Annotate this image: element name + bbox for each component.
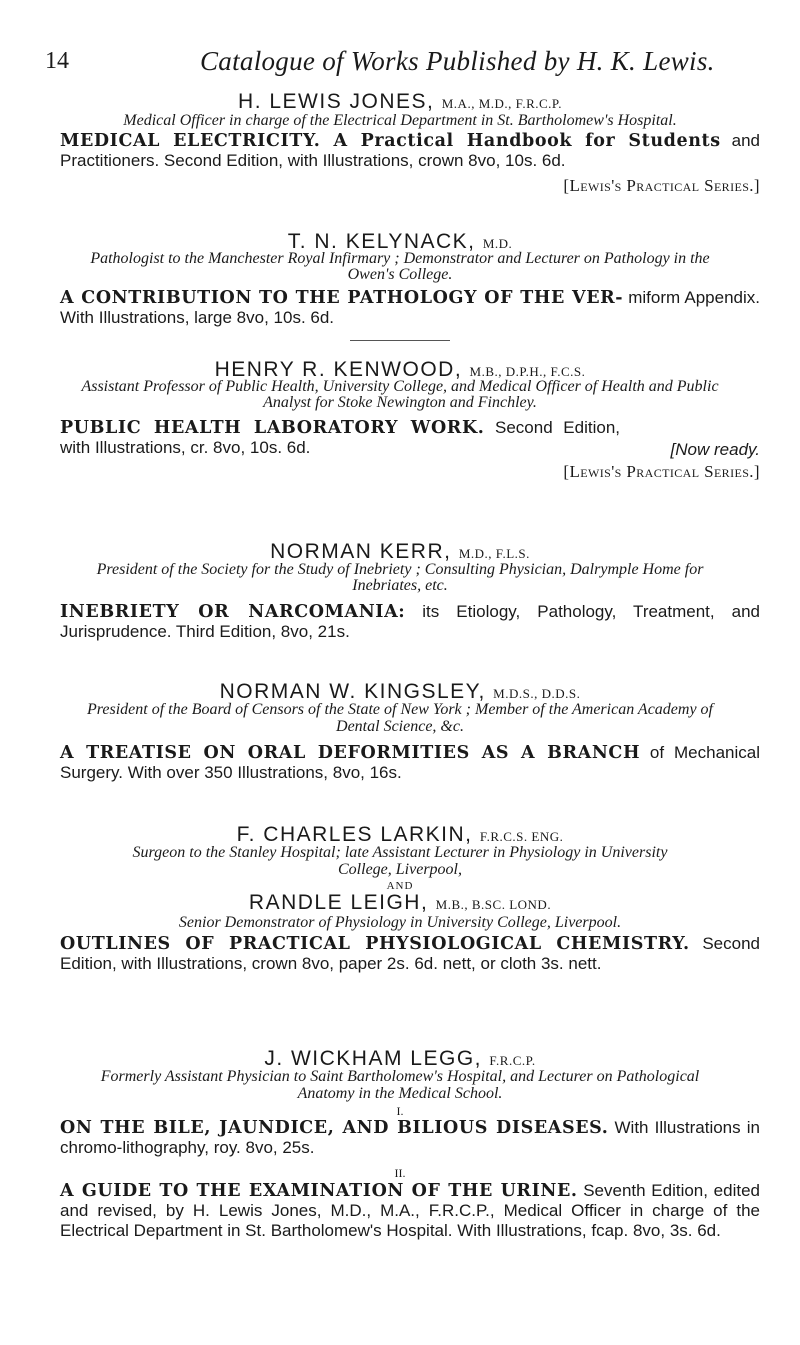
author-affiliation: Medical Officer in charge of the Electrical Department in St. Bartholomew's Hospital.: [123, 112, 677, 129]
author-degrees: M.D.S., D.D.S.: [493, 686, 581, 701]
work-title: OUTLINES OF PRACTICAL PHYSIOLOGICAL CHEMISTRY.: [60, 934, 690, 954]
work-details: miform Appendix. With Illustrations, large 8vo, 10s. 6d.: [60, 288, 760, 327]
author-affiliation: Inebriates, etc.: [352, 577, 448, 594]
author-affiliation: Assistant Professor of Public Health, University College, and Medical Officer of Health and Public: [81, 378, 719, 395]
author-degrees: M.D.: [482, 236, 513, 251]
work-title: MEDICAL ELECTRICITY. A Practical Handbook for Students: [60, 131, 721, 151]
author-affiliation: Formerly Assistant Physician to Saint Bartholomew's Hospital, and Lecturer on Pathological: [100, 1068, 700, 1085]
author-name: RANDLE LEIGH,: [248, 891, 429, 914]
author-heading: [0, 90, 800, 114]
work-listing: [60, 131, 760, 171]
availability-note: [Now ready.: [670, 440, 760, 459]
author-affiliation: Surgeon to the Stanley Hospital; late Assistant Lecturer in Physiology in University: [132, 844, 668, 861]
work-details: and Practitioners. Second Edition, with Illustrations, crown 8vo, 10s. 6d.: [60, 131, 760, 170]
author-degrees: M.B., B.SC. LOND.: [435, 897, 552, 912]
work-details: With Illustrations in chromo-lithography, roy. 8vo, 25s.: [60, 1118, 760, 1157]
work-details: its Etiology, Pathology, Treatment, and Jurisprudence. Third Edition, 8vo, 21s.: [60, 602, 761, 641]
author-name: F. CHARLES LARKIN,: [236, 823, 473, 846]
running-head: [0, 44, 800, 84]
page-number: 14: [45, 48, 69, 74]
running-title: Catalogue of Works Published by H. K. Lewis.: [200, 46, 715, 76]
work-details: Second Edition, with Illustrations, cr. 8vo, 10s. 6d.: [60, 418, 620, 457]
author-degrees: M.A., M.D., F.R.C.P.: [441, 96, 562, 111]
author-affiliation: Pathologist to the Manchester Royal Infirmary ; Demonstrator and Lecturer on Pathology in the: [90, 250, 710, 267]
work-listing: [60, 934, 760, 974]
author-degrees: F.R.C.P.: [489, 1053, 536, 1068]
work-listing: [60, 1118, 760, 1158]
work-title: A TREATISE ON ORAL DEFORMITIES AS A BRANCH: [60, 743, 641, 763]
author-degrees: M.B., D.P.H., F.C.S.: [469, 364, 586, 379]
author-affiliation: Owen's College.: [347, 266, 453, 283]
series-note: [Lewis's Practical Series.]: [563, 462, 760, 481]
work-title: PUBLIC HEALTH LABORATORY WORK.: [60, 418, 485, 438]
work-listing: [60, 288, 760, 328]
author-affiliation: Analyst for Stoke Newington and Finchley.: [263, 394, 537, 411]
author-affiliation: Anatomy in the Medical School.: [297, 1085, 503, 1102]
work-details: Second Edition, with Illustrations, crown 8vo, paper 2s. 6d. nett, or cloth 3s. nett.: [60, 934, 760, 973]
work-listing: [60, 743, 760, 783]
section-divider: [350, 340, 450, 341]
coauthor-heading: [0, 891, 800, 915]
work-listing: [60, 1181, 760, 1241]
series-note: [Lewis's Practical Series.]: [563, 176, 760, 195]
work-title: A GUIDE TO THE EXAMINATION OF THE URINE.: [60, 1181, 578, 1201]
conjunction: AND: [386, 880, 414, 892]
author-affiliation: President of the Society for the Study of Inebriety ; Consulting Physician, Dalrymple Home for: [96, 561, 704, 578]
author-name: J. WICKHAM LEGG,: [264, 1047, 482, 1070]
work-title: INEBRIETY OR NARCOMANIA:: [60, 602, 406, 622]
work-listing: [60, 602, 760, 642]
work-details: of Mechanical Surgery. With over 350 Illustrations, 8vo, 16s.: [60, 743, 760, 782]
author-name: NORMAN W. KINGSLEY,: [219, 680, 486, 703]
author-name: HENRY R. KENWOOD,: [214, 358, 463, 381]
author-name: H. LEWIS JONES,: [238, 90, 435, 113]
author-affiliation: Dental Science, &c.: [336, 718, 464, 735]
work-title: A CONTRIBUTION TO THE PATHOLOGY OF THE VER-: [60, 288, 624, 308]
work-title: ON THE BILE, JAUNDICE, AND BILIOUS DISEASES.: [60, 1118, 609, 1138]
work-numeral: II.: [394, 1166, 406, 1180]
work-listing: [60, 418, 620, 458]
author-affiliation: President of the Board of Censors of the State of New York ; Member of the American Academy of: [87, 701, 713, 718]
author-affiliation: College, Liverpool,: [338, 861, 462, 878]
work-details: Seventh Edition, edited and revised, by H. Lewis Jones, M.D., M.A., F.R.C.P., Medical Officer in charge of the Electrical Department in St. Bartholomew's Hospital. With Illustrations, fcap. 8vo, 3s. 6d.: [60, 1181, 760, 1240]
work-numeral: I.: [396, 1104, 404, 1118]
author-degrees: F.R.C.S. ENG.: [479, 829, 564, 844]
author-name: T. N. KELYNACK,: [287, 230, 476, 253]
author-degrees: M.D., F.L.S.: [458, 546, 530, 561]
author-name: NORMAN KERR,: [270, 540, 452, 563]
author-affiliation: Senior Demonstrator of Physiology in University College, Liverpool.: [178, 914, 622, 931]
